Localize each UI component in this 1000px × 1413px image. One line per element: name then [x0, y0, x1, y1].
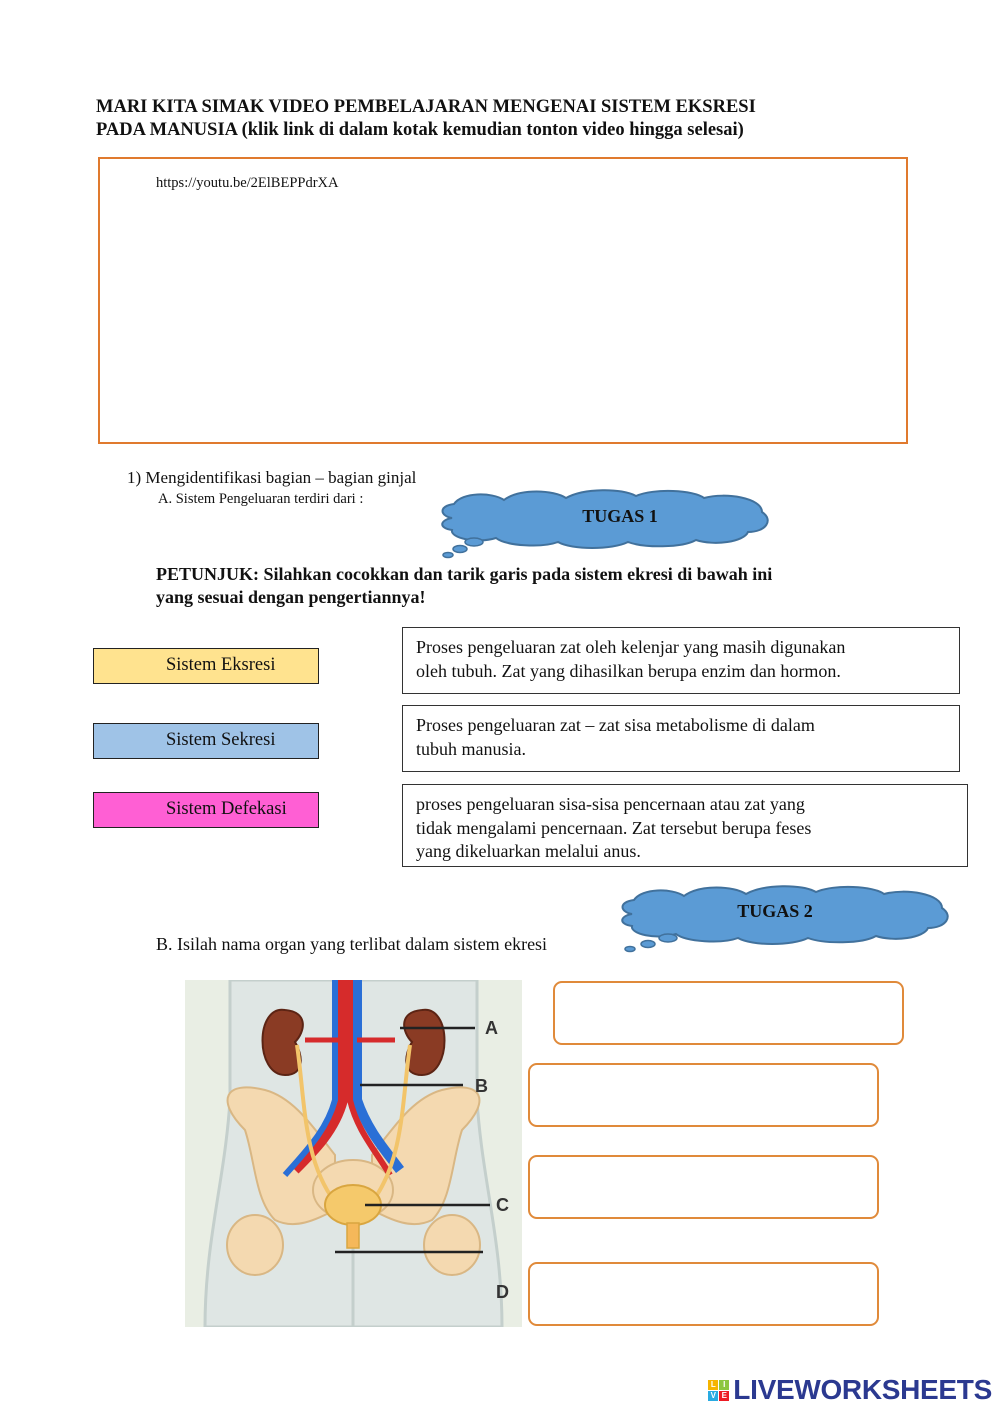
video-link[interactable]: https://youtu.be/2ElBEPPdrXA — [156, 175, 339, 191]
diagram-label-a: A — [485, 1018, 498, 1038]
diagram-label-c: C — [496, 1195, 509, 1215]
question-1-label: 1) Mengidentifikasi bagian – bagian ginjal — [127, 468, 417, 487]
answer-field-c[interactable] — [528, 1155, 879, 1219]
title-line-1: MARI KITA SIMAK VIDEO PEMBELAJARAN MENGENAI SISTEM EKSRESI — [96, 97, 756, 117]
definition-3-line-2: tidak mengalami pencernaan. Zat tersebut berupa feses — [416, 817, 812, 838]
term-sistem-eksresi[interactable]: Sistem Eksresi — [93, 648, 319, 684]
term-sistem-defekasi[interactable]: Sistem Defekasi — [93, 792, 319, 828]
liveworksheets-logo-icon: L I V E — [708, 1380, 729, 1401]
watermark-text: LIVEWORKSHEETS — [733, 1374, 992, 1405]
instructions — [156, 563, 876, 609]
diagram-label-b: B — [475, 1076, 488, 1096]
term-sistem-sekresi[interactable]: Sistem Sekresi — [93, 723, 319, 759]
diagram-label-d: D — [496, 1282, 509, 1302]
definition-3-line-1: proses pengeluaran sisa-sisa pencernaan atau zat yang — [416, 794, 805, 814]
definition-box-2[interactable] — [402, 705, 960, 772]
page-title — [96, 96, 896, 142]
tugas1-label: TUGAS 1 — [582, 506, 658, 526]
section-b-label: B. Isilah nama organ yang terlibat dalam sistem ekresi — [156, 934, 548, 954]
definition-box-1[interactable] — [402, 627, 960, 694]
definition-1-line-1: Proses pengeluaran zat oleh kelenjar yang masih digunakan — [416, 637, 846, 657]
tugas2-label: TUGAS 2 — [737, 901, 813, 921]
answer-field-d[interactable] — [528, 1262, 879, 1326]
answer-field-a[interactable] — [553, 981, 904, 1045]
liveworksheets-watermark — [708, 1374, 992, 1406]
definition-1-line-2: oleh tubuh. Zat yang dihasilkan berupa enzim dan hormon. — [416, 660, 841, 681]
definition-box-3[interactable] — [402, 784, 968, 867]
video-box — [98, 157, 908, 444]
title-line-2: PADA MANUSIA (klik link di dalam kotak kemudian tonton video hingga selesai) — [96, 120, 744, 140]
definition-3-line-3: yang dikeluarkan melalui anus. — [416, 841, 641, 861]
instructions-line-1: PETUNJUK: Silahkan cocokkan dan tarik garis pada sistem ekresi di bawah ini — [156, 564, 773, 584]
urinary-system-diagram — [185, 980, 522, 1327]
definition-2-line-2: tubuh manusia. — [416, 738, 526, 759]
definition-2-line-1: Proses pengeluaran zat – zat sisa metabolisme di dalam — [416, 715, 815, 735]
instructions-line-2: yang sesuai dengan pengertiannya! — [156, 587, 426, 607]
question-1a-label: A. Sistem Pengeluaran terdiri dari : — [158, 491, 364, 507]
answer-field-b[interactable] — [528, 1063, 879, 1127]
